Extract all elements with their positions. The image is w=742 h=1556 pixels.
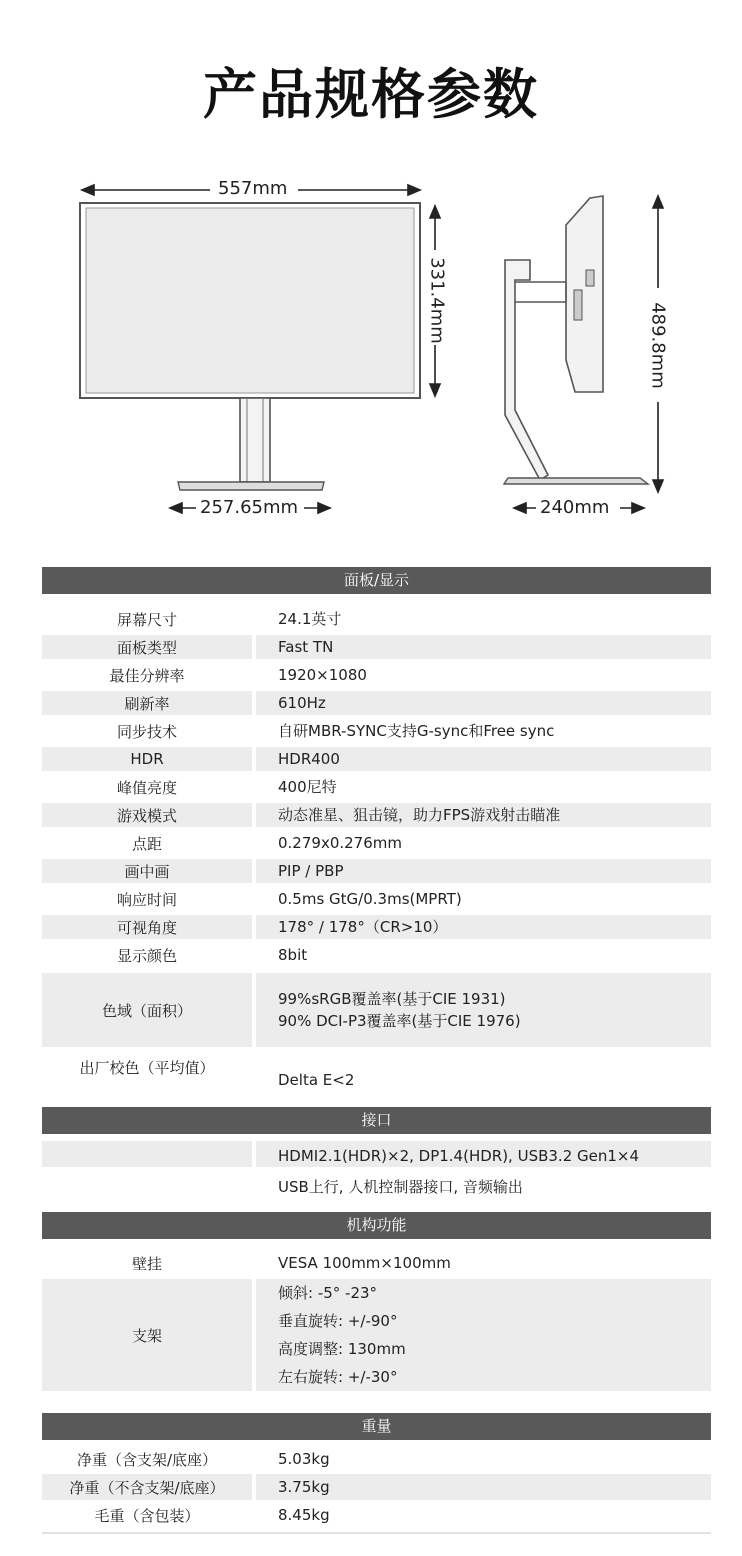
table-row: [42, 1174, 711, 1200]
row-value-text: PIP / PBP: [278, 862, 344, 880]
table-row: [42, 859, 711, 883]
row-value: [256, 663, 711, 687]
row-value-text: 610Hz: [278, 694, 326, 712]
row-value-text: VESA 100mm×100mm: [278, 1254, 451, 1272]
row-value: [256, 887, 711, 911]
row-label: 色域（面积）: [42, 973, 252, 1047]
side-monitor: [566, 196, 603, 392]
table-row: [42, 915, 711, 939]
row-label: 净重（含支架/底座）: [76, 1450, 218, 1469]
table-row: [42, 1502, 711, 1528]
table-row: [42, 1141, 711, 1167]
row-value: [256, 803, 711, 827]
row-value-text: 8.45kg: [278, 1506, 330, 1524]
row-label: 毛重（含包装）: [94, 1506, 200, 1525]
section-heading-panel: 面板/显示: [42, 567, 711, 594]
row-value-text: 99%sRGB覆盖率(基于CIE 1931): [278, 990, 506, 1008]
screen-height-label: 331.4mm: [426, 257, 448, 344]
row-value: [256, 719, 711, 743]
page-title: 产品规格参数: [203, 63, 539, 126]
row-value: [256, 1051, 711, 1097]
base-width-label: 257.65mm: [200, 497, 299, 518]
row-value-text: 5.03kg: [278, 1450, 330, 1468]
row-label: 点距: [131, 834, 162, 853]
monitor-drawing: [0, 170, 742, 530]
row-value-text: 178° / 178°（CR>10）: [278, 918, 448, 936]
front-stand-neck: [240, 398, 270, 482]
row-value: [256, 607, 711, 631]
row-value: [256, 1474, 711, 1500]
row-value-text: 400尼特: [278, 778, 337, 796]
row-label: [42, 1141, 252, 1167]
row-value: [256, 775, 711, 799]
row-label: 屏幕尺寸: [116, 610, 177, 629]
row-value-text: Fast TN: [278, 638, 334, 656]
row-label: 面板类型: [42, 635, 252, 659]
row-value: [256, 635, 711, 659]
row-value-text: 自研MBR-SYNC支持G-sync和Free sync: [278, 722, 555, 740]
section-heading-mechanical: 机构功能: [42, 1212, 711, 1239]
section-heading-weight: 重量: [42, 1413, 711, 1440]
table-row: [42, 635, 711, 659]
row-value: [256, 915, 711, 939]
row-value-text: USB上行, 人机控制器接口, 音频输出: [278, 1178, 523, 1196]
table-row: [42, 831, 711, 855]
row-value-text: 动态准星、狙击镜，助力FPS游戏射击瞄准: [278, 806, 561, 824]
row-value: [256, 1249, 711, 1277]
table-row: [42, 719, 711, 743]
table-row: [42, 1249, 711, 1277]
row-label: 画中画: [42, 859, 252, 883]
row-value-text: 3.75kg: [278, 1478, 330, 1496]
row-value-text: 8bit: [278, 946, 308, 964]
table-row: [42, 943, 711, 967]
total-height-label: 489.8mm: [647, 302, 669, 389]
row-value: [256, 973, 711, 1047]
row-label: HDR: [42, 747, 252, 771]
row-value-text: 0.279x0.276mm: [278, 834, 402, 852]
row-value-text: 1920×1080: [278, 666, 367, 684]
row-value: [256, 1446, 711, 1472]
row-label: 响应时间: [116, 890, 177, 909]
row-value: [256, 1141, 711, 1167]
dimension-diagram: [0, 170, 742, 530]
front-monitor-screen: [86, 208, 414, 393]
section-heading-ports: 接口: [42, 1107, 711, 1134]
row-value-text: 0.5ms GtG/0.3ms(MPRT): [278, 890, 462, 908]
front-base: [178, 482, 324, 490]
side-stand: [505, 260, 548, 480]
row-value-text: 左右旋转: +/-30°: [278, 1368, 398, 1386]
row-label: 显示颜色: [116, 946, 177, 965]
table-row: [42, 775, 711, 799]
row-value-text: 24.1英寸: [278, 610, 342, 628]
table-row: [42, 1051, 711, 1097]
row-label: 支架: [42, 1279, 252, 1391]
row-value: [256, 691, 711, 715]
row-label: 峰值亮度: [116, 778, 177, 797]
row-value: [256, 943, 711, 967]
row-label: 同步技术: [116, 722, 177, 741]
row-value-text: 高度调整: 130mm: [278, 1340, 406, 1358]
row-value: [256, 1279, 711, 1391]
row-value-text: 90% DCI-P3覆盖率(基于CIE 1976): [278, 1012, 521, 1030]
row-label: 净重（不含支架/底座）: [42, 1474, 252, 1500]
row-value-text: 倾斜: -5° -23°: [278, 1284, 378, 1302]
table-row: [42, 747, 711, 771]
table-row: [42, 973, 711, 1047]
row-label: 刷新率: [42, 691, 252, 715]
table-row: [42, 691, 711, 715]
row-value: [256, 1502, 711, 1528]
row-value-text: HDR400: [278, 750, 340, 768]
row-label: 壁挂: [131, 1254, 162, 1273]
row-value: [256, 859, 711, 883]
width-label: 557mm: [218, 178, 288, 199]
table-row: [42, 1474, 711, 1500]
depth-label: 240mm: [540, 497, 610, 518]
row-label: 可视角度: [42, 915, 252, 939]
row-value: [256, 831, 711, 855]
row-label: 游戏模式: [42, 803, 252, 827]
row-label: 出厂校色（平均值）: [79, 1059, 215, 1077]
table-row: [42, 1279, 711, 1391]
row-value: [256, 1174, 711, 1200]
table-row: [42, 663, 711, 687]
row-value-text: Delta E<2: [278, 1071, 355, 1089]
side-base: [504, 478, 648, 484]
table-row: [42, 607, 711, 631]
divider: [42, 1532, 711, 1534]
table-row: [42, 1446, 711, 1472]
table-row: [42, 887, 711, 911]
row-value-text: 垂直旋转: +/-90°: [278, 1312, 398, 1330]
table-row: [42, 803, 711, 827]
row-value: [256, 747, 711, 771]
row-label: 最佳分辨率: [109, 666, 185, 685]
row-value-text: HDMI2.1(HDR)×2, DP1.4(HDR), USB3.2 Gen1×4: [278, 1147, 640, 1165]
